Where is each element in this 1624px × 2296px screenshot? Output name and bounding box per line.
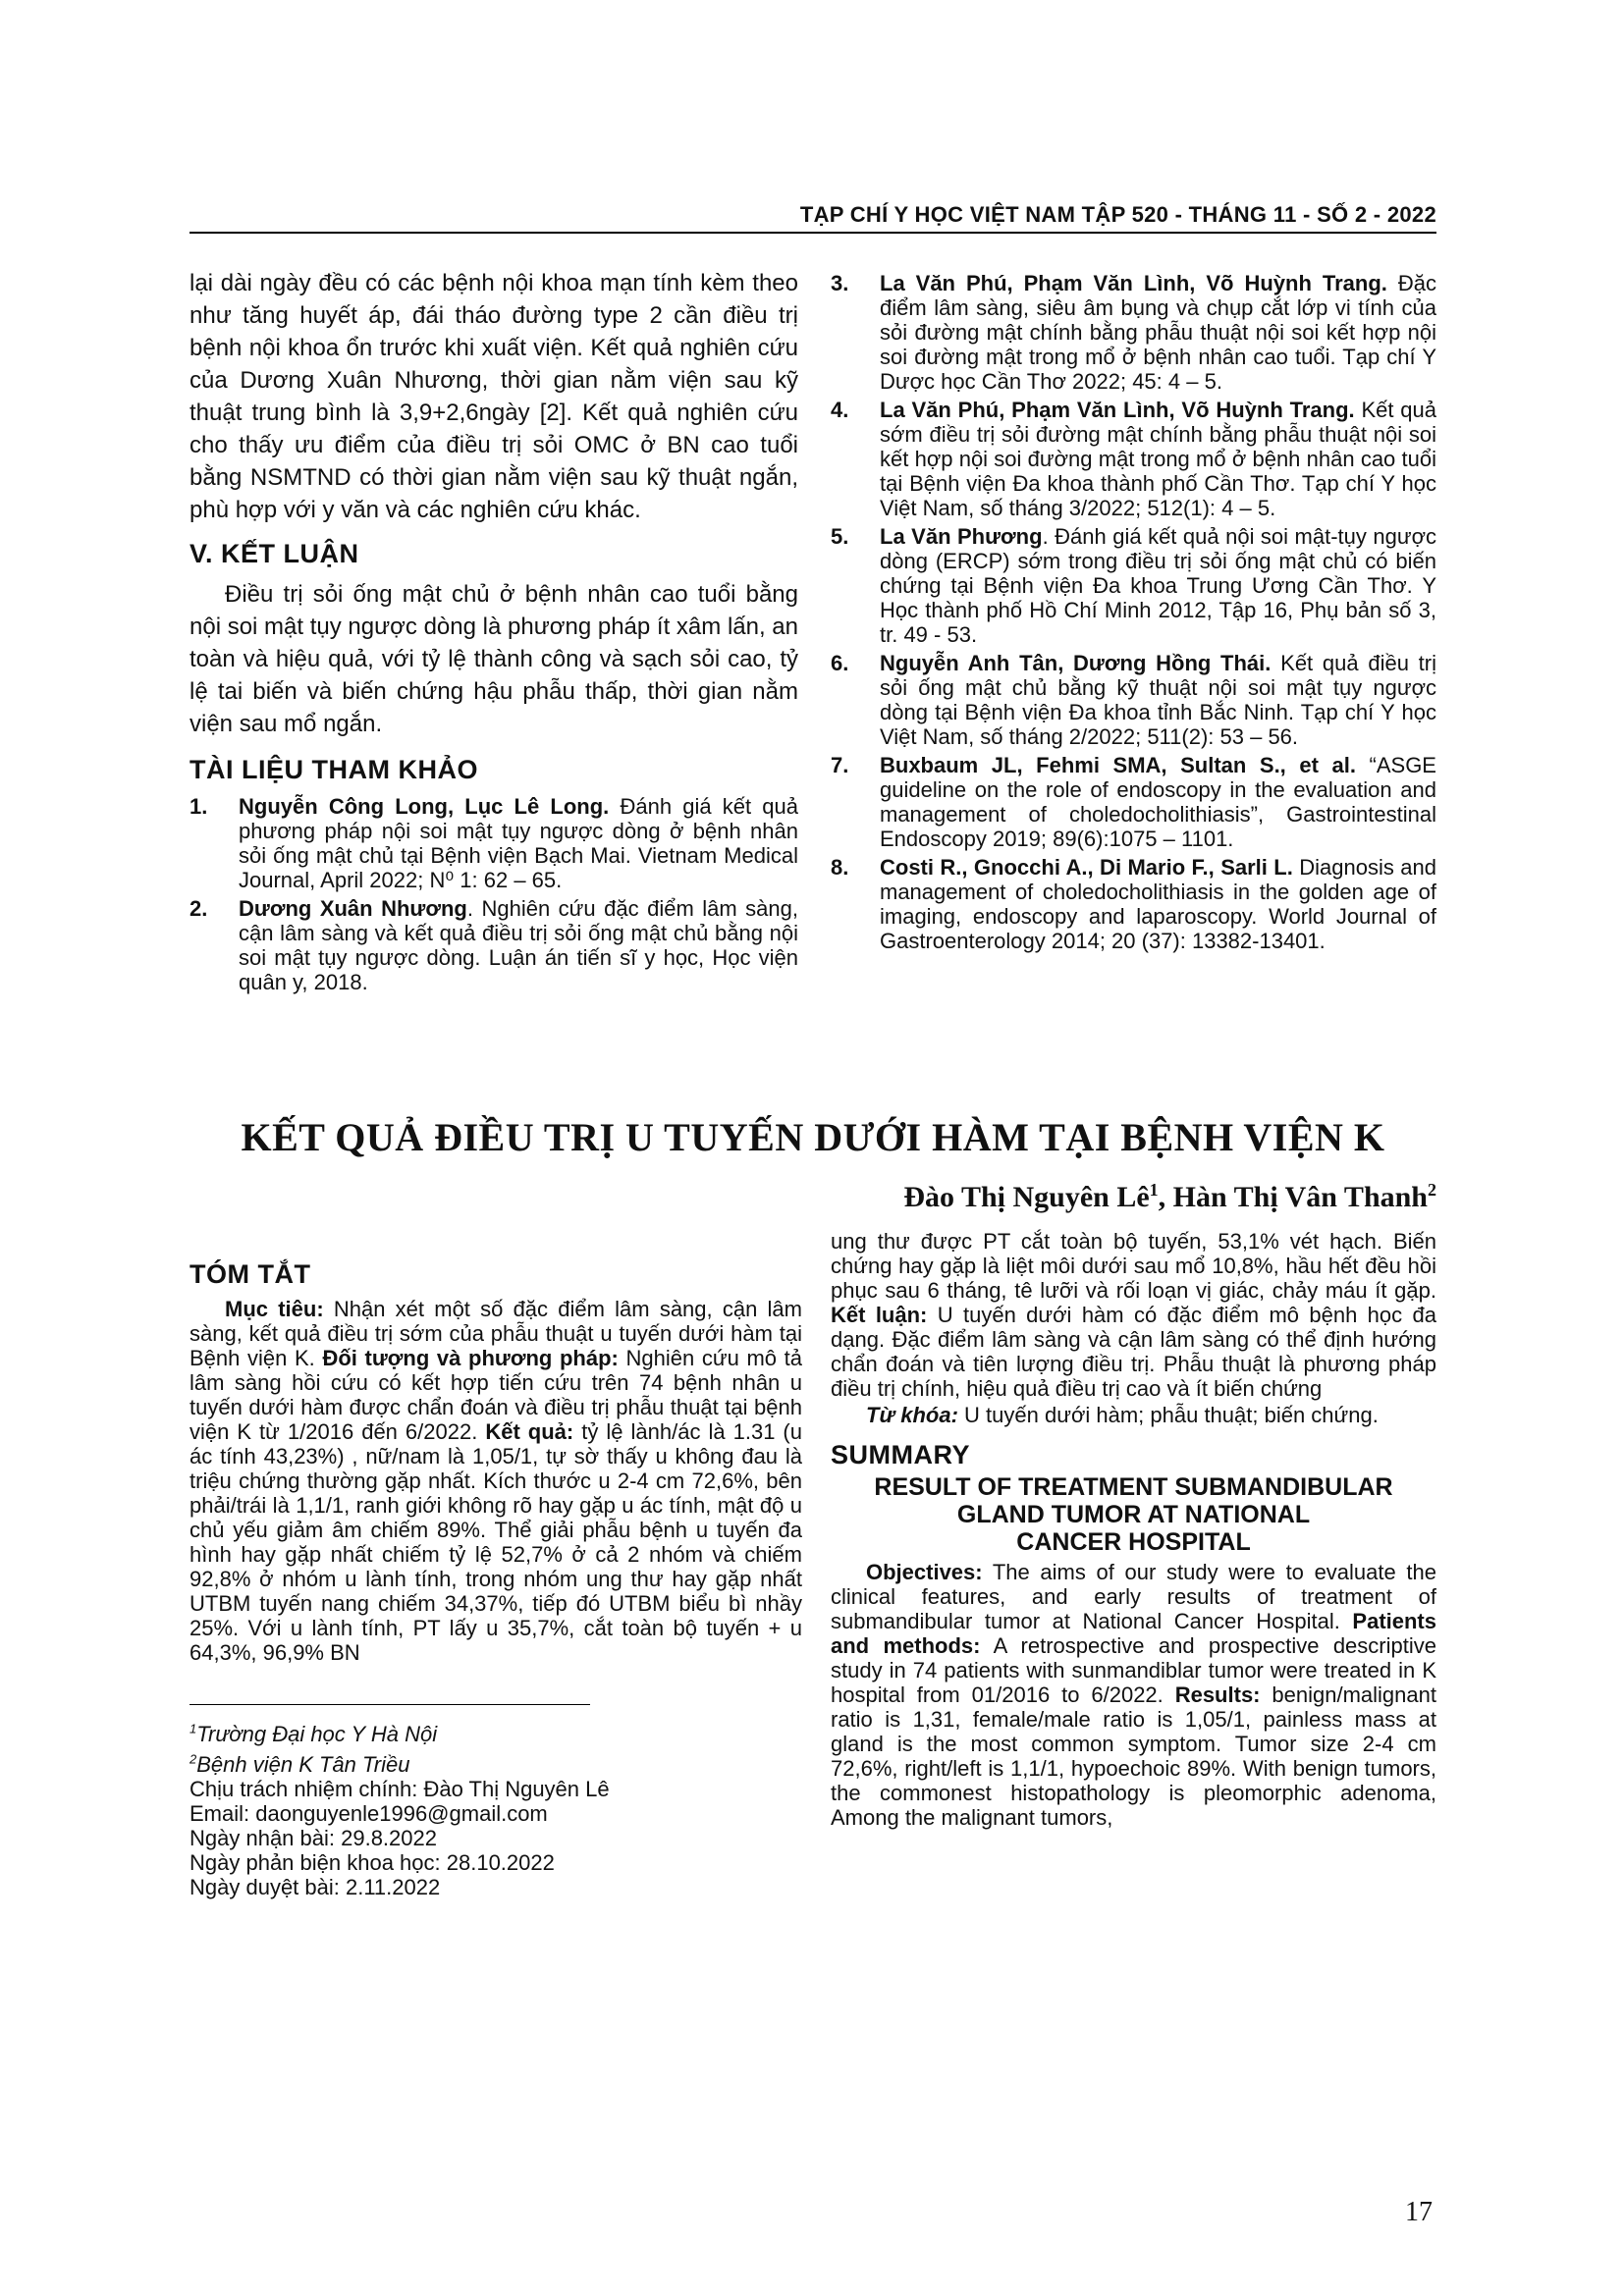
section-heading-conclusion: V. KẾT LUẬN [189, 539, 359, 568]
conclusion-paragraph: Điều trị sỏi ống mật chủ ở bệnh nhân cao tuổi bằng nội soi mật tụy ngược dòng là phương pháp ít xâm lấn, an toàn và hiệu quả, với tỷ lệ thành công và sạch sỏi cao, tỷ lệ tai biến và biến chứng hậu phẫu thấp, thời gian nằm viện sau mổ ngắn. [189, 581, 798, 737]
date-reviewed: Ngày phản biện khoa học: 28.10.2022 [189, 1849, 555, 1875]
reference-item: 1. Nguyễn Công Long, Lục Lê Long. Đánh giá kết quả phương pháp nội soi mật tụy ngược dòng ở bệnh nhân sỏi ống mật chủ tại Bệnh viện Bạch Mai. Vietnam Medical Journal, April 2022; N⁰ 1: 62 – 65. [189, 794, 798, 892]
keywords: Từ khóa: U tuyến dưới hàm; phẫu thuật; biến chứng. [866, 1403, 1379, 1427]
abstract-right-column [831, 1229, 1436, 1830]
running-header: TẠP CHÍ Y HỌC VIỆT NAM TẬP 520 - THÁNG 11 - SỐ 2 - 2022 [799, 202, 1436, 227]
page-number: 17 [1405, 2197, 1433, 2227]
reference-item: 4. La Văn Phú, Phạm Văn Lình, Võ Huỳnh Trang. Kết quả sớm điều trị sỏi đường mật chính bằng phẫu thuật nội soi kết hợp nội soi đường mật trong mổ ở bệnh nhân cao tuổi tại Bệnh viện Đa khoa thành phố Cần Thơ. Tạp chí Y học Việt Nam, số tháng 3/2022; 512(1): 4 – 5. [831, 398, 1436, 520]
reference-item: 2. Dương Xuân Nhương. Nghiên cứu đặc điểm lâm sàng, cận lâm sàng và kết quả điều trị sỏi ống mật chủ bằng nội soi mật tụy ngược dòng. Luận án tiến sĩ y học, Học viện quân y, 2018. [189, 896, 799, 994]
email: Email: daonguyenle1996@gmail.com [189, 1800, 548, 1826]
abstract-continued: ung thư được PT cắt toàn bộ tuyến, 53,1% vét hạch. Biến chứng hay gặp là liệt môi dưới sau mổ 10,8%, hầu hết đều hồi phục sau 6 tháng, tê lưỡi và rối loạn vị giác, chảy máu ít gặp. Kết luận: U tuyến dưới hàm có đặc điểm mô bệnh học đa dạng. Đặc điểm lâm sàng và cận lâm sàng có thể định hướng chẩn đoán và tiên lượng điều trị. Phẫu thuật là phương pháp điều trị chính, hiệu quả điều trị cao và ít biến chứng [831, 1229, 1436, 1401]
reference-item: 5. La Văn Phương. Đánh giá kết quả nội soi mật-tụy ngược dòng (ERCP) sớm trong điều trị sỏi ống mật chủ có biến chứng tại Bệnh viện Đa khoa Trung Ương Cần Thơ. Y Học thành phố Hồ Chí Minh 2012, Tập 16, Phụ bản số 3, tr. 49 - 53. [831, 524, 1436, 647]
abstract-left-column [189, 1258, 802, 1899]
abstract-heading: TÓM TẮT [189, 1259, 311, 1289]
prev-article-left-column [189, 267, 798, 994]
header-rule [189, 232, 1436, 234]
affiliation-2: $^2$Bệnh viện K Tân Triều [189, 1751, 410, 1777]
corresponding-author: Chịu trách nhiệm chính: Đào Thị Nguyên Lê [189, 1776, 610, 1801]
footnote-rule [189, 1704, 590, 1705]
reference-item: 8. Costi R., Gnocchi A., Di Mario F., Sarli L. Diagnosis and management of choledocholithiasis in the golden age of imaging, endoscopy and laparoscopy. World Journal of Gastroenterology 2014; 20 (37): 13382-13401. [831, 855, 1436, 953]
date-approved: Ngày duyệt bài: 2.11.2022 [189, 1874, 441, 1899]
abstract-paragraph: Mục tiêu: Nhận xét một số đặc điểm lâm sàng, cận lâm sàng, kết quả điều trị sớm của phẫu thuật u tuyến dưới hàm tại Bệnh viện K. Đối tượng và phương pháp: Nghiên cứu mô tả lâm sàng hồi cứu có kết hợp tiến cứu trên 74 bệnh nhân u tuyến dưới hàm được chẩn đoán và điều trị phẫu thuật tại bệnh viện K từ 1/2016 đến 6/2022. Kết quả: tỷ lệ lành/ác là 1.31 (u ác tính 43,23%) , nữ/nam là 1,05/1, tự sờ thấy u không đau là triệu chứng thường gặp nhất. Kích thước u 2-4 cm 72,6%, bên phải/trái là 1,1/1, ranh giới không rõ hay gặp u ác tính, mật độ u chủ yếu giảm âm chiếm 89%. Thể giải phẫu bệnh u tuyến đa hình hay gặp nhất chiếm tỷ lệ 52,7% ở cả 2 nhóm và chiếm 92,8% ở nhóm u lành tính, trong nhóm ung thư hay gặp nhất UTBM tuyến nang chiếm 34,37%, tiếp đó UTBM biểu bì nhầy 25%. Với u lành tính, PT lấy u 35,7%, cắt toàn bộ tuyến + u 64,3%, 96,9% BN [189, 1297, 802, 1665]
summary-heading: SUMMARY [831, 1440, 970, 1469]
reference-list-left [189, 794, 798, 994]
references-heading: TÀI LIỆU THAM KHẢO [189, 755, 478, 784]
summary-title: RESULT OF TREATMENT SUBMANDIBULAR GLAND TUMOR AT NATIONAL CANCER HOSPITAL [874, 1473, 1393, 1556]
article-authors: Đào Thị Nguyên $Lê^1$, Hàn Thị Vân Thanh$^2$ [903, 1180, 1436, 1213]
affiliation-1: $^1$Trường Đại học Y Hà Nội [189, 1722, 438, 1747]
discussion-paragraph: lại dài ngày đều có các bệnh nội khoa mạn tính kèm theo như tăng huyết áp, đái tháo đường type 2 cần điều trị bệnh nội khoa ổn trước khi xuất viện. Kết quả nghiên cứu của Dương Xuân Nhương, thời gian nằm viện sau kỹ thuật trung bình là 3,9+2,6ngày [2]. Kết quả nghiên cứu cho thấy ưu điểm của điều trị sỏi OMC ở BN cao tuổi bằng NSMTND có thời gian nằm viện sau kỹ thuật ngắn, phù hợp với y văn và các nghiên cứu khác. [189, 270, 798, 523]
reference-item: 3. La Văn Phú, Phạm Văn Lình, Võ Huỳnh Trang. Đặc điểm lâm sàng, siêu âm bụng và chụp cắt lớp vi tính của sỏi đường mật chính bằng phẫu thuật nội soi kết hợp nội soi đường mật trong mổ ở bệnh nhân cao tuổi. Tạp chí Y Dược học Cần Thơ 2022; 45: 4 – 5. [831, 271, 1436, 394]
reference-item: 6. Nguyễn Anh Tân, Dương Hồng Thái. Kết quả điều trị sỏi ống mật chủ bằng kỹ thuật nội soi mật tụy ngược dòng tại Bệnh viện Đa khoa tỉnh Bắc Ninh. Tạp chí Y học Việt Nam, số tháng 2/2022; 511(2): 53 – 56. [831, 651, 1436, 749]
reference-list-right [831, 271, 1436, 953]
summary-paragraph: Objectives: The aims of our study were to evaluate the clinical features, and early results of treatment of submandibular tumor at National Cancer Hospital. Patients and methods: A retrospective and prospective descriptive study in 74 patients with sunmandiblar tumor were treated in K hospital from 01/2016 to 6/2022. Results: benign/malignant ratio is 1,31, female/male ratio is 1,05/1, painless mass at gland is the most common symptom. Tumor size 2-4 cm 72,6%, right/left is 1,1/1, hypoechoic 89%. With benign tumors, the commonest histopathology is pleomorphic adenoma, Among the malignant tumors, [831, 1560, 1436, 1830]
date-received: Ngày nhận bài: 29.8.2022 [189, 1825, 437, 1850]
article-title: KẾT QUẢ ĐIỀU TRỊ U TUYẾN DƯỚI HÀM TẠI BỆNH VIỆN K [241, 1115, 1385, 1159]
reference-item: 7. Buxbaum JL, Fehmi SMA, Sultan S., et al. “ASGE guideline on the role of endoscopy in the evaluation and management of choledocholithiasis”, Gastrointestinal Endoscopy 2019; 89(6):1075 – 1101. [831, 753, 1436, 851]
